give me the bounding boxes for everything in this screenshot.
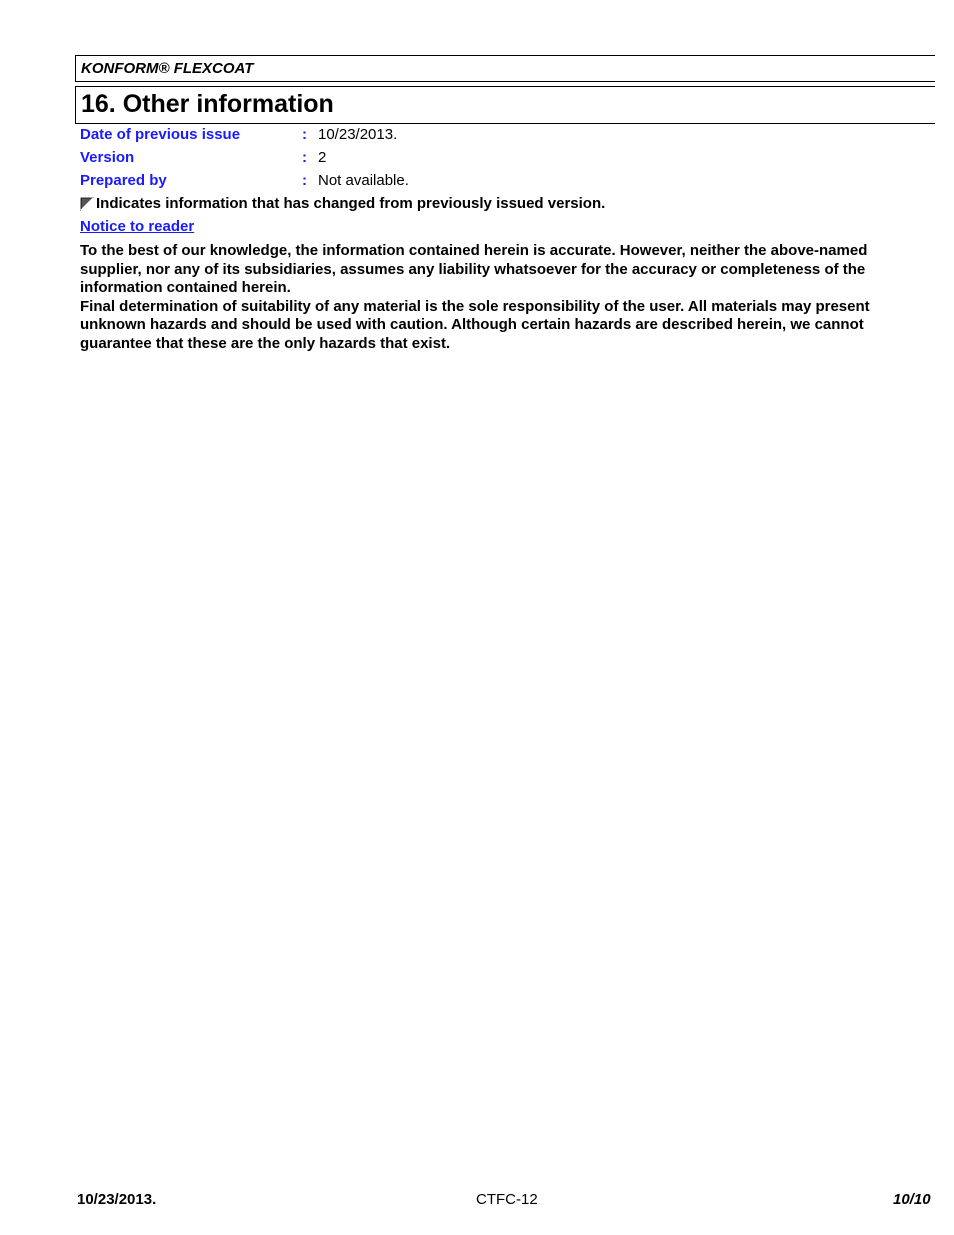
field-colon: : bbox=[302, 149, 307, 166]
change-marker-icon bbox=[80, 197, 94, 211]
field-label: Prepared by bbox=[80, 172, 167, 189]
field-label: Version bbox=[80, 149, 135, 166]
notice-paragraph: To the best of our knowledge, the information contained herein is accurate. However, neither the above-named supplier, nor any of its subsidiaries, assumes any liability whatsoever for the accuracy or completeness of the information contained herein. bbox=[80, 242, 868, 296]
field-value: Not available. bbox=[318, 172, 409, 189]
notice-to-reader-link[interactable]: Notice to reader bbox=[80, 218, 195, 235]
footer-document-code: CTFC-12 bbox=[476, 1191, 538, 1208]
notice-body bbox=[80, 242, 910, 353]
footer-page-number: 10/10 bbox=[893, 1191, 931, 1208]
product-name-header: KONFORM® FLEXCOAT bbox=[75, 55, 935, 82]
notice-paragraph: Final determination of suitability of any material is the sole responsibility of the user. All materials may present unknown hazards and should be used with caution. Although certain hazards are described herein, we cannot guarantee that these are the only hazards that exist. bbox=[80, 297, 870, 352]
change-indicator-note bbox=[80, 195, 605, 212]
change-indicator-text: Indicates information that has changed from previously issued version. bbox=[96, 195, 606, 212]
field-colon: : bbox=[302, 126, 307, 143]
field-value: 2 bbox=[318, 149, 327, 166]
field-colon: : bbox=[302, 172, 307, 189]
section-title: 16. Other information bbox=[75, 86, 935, 124]
footer-date: 10/23/2013. bbox=[77, 1191, 157, 1208]
field-label: Date of previous issue bbox=[80, 126, 241, 143]
field-value: 10/23/2013. bbox=[318, 126, 398, 143]
